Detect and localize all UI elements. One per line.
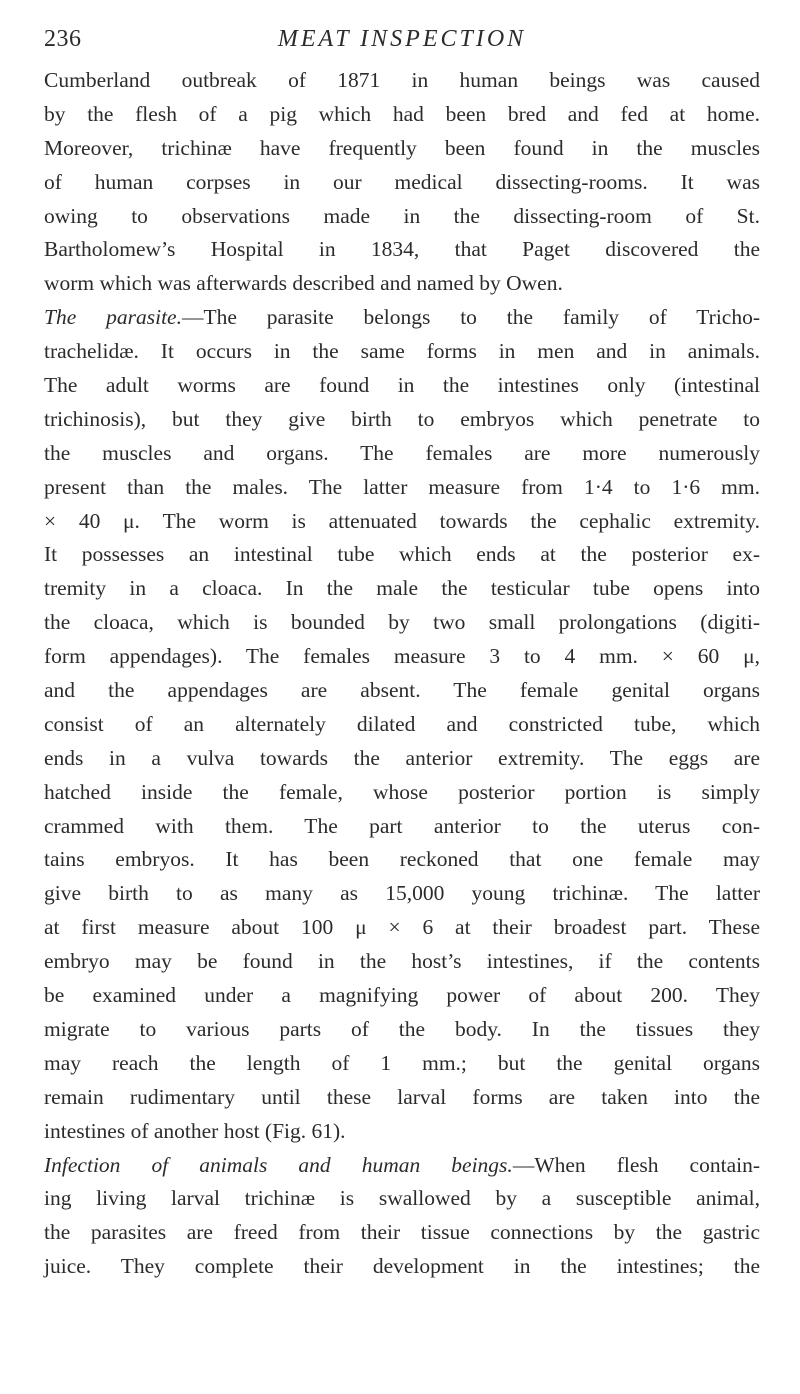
- text-line: [44, 742, 760, 776]
- text-line: [44, 945, 760, 979]
- section-heading: The parasite.: [44, 305, 182, 330]
- text-line: [44, 843, 760, 877]
- text-line: [44, 606, 760, 640]
- text-line: [44, 132, 760, 166]
- text-line: [44, 572, 760, 606]
- line-text: It possesses an intestinal tube which ends at the posterior ex-: [44, 542, 760, 567]
- line-text: Cumberland outbreak of 1871 in human beings was caused: [44, 68, 760, 92]
- page-number: 236: [44, 26, 82, 52]
- text-line: [44, 505, 760, 539]
- line-text: present than the males. The latter measure from 1·4 to 1·6 mm.: [44, 474, 760, 499]
- text-line: [44, 267, 760, 301]
- text-line: [44, 471, 760, 505]
- text-line: [44, 911, 760, 945]
- line-text: give birth to as many as 15,000 young trichinæ. The latter: [44, 881, 760, 906]
- line-text: ing living larval trichinæ is swallowed by a susceptible animal,: [44, 1186, 760, 1211]
- text-line: [44, 98, 760, 132]
- line-text: at first measure about 100 μ × 6 at their broadest part. These: [44, 915, 760, 940]
- body-text: [44, 64, 760, 1284]
- text-line: [44, 64, 760, 98]
- line-text: tremity in a cloaca. In the male the testicular tube opens into: [44, 576, 760, 601]
- line-text: trichinosis), but they give birth to embryos which penetrate to: [44, 406, 760, 431]
- line-text: × 40 μ. The worm is attenuated towards the cephalic extremity.: [44, 508, 760, 533]
- line-text: —When flesh contain-: [512, 1152, 760, 1177]
- line-text: —The parasite belongs to the family of Tricho-: [181, 305, 760, 330]
- text-line: [44, 1047, 760, 1081]
- text-line: [44, 1182, 760, 1216]
- line-text: owing to observations made in the dissecting-room of St.: [44, 203, 760, 228]
- text-line: [44, 369, 760, 403]
- text-line: [44, 1013, 760, 1047]
- line-text: hatched inside the female, whose posterior portion is simply: [44, 779, 760, 804]
- line-text: the parasites are freed from their tissue connections by the gastric: [44, 1220, 760, 1245]
- text-line: [44, 640, 760, 674]
- text-line: [44, 1250, 760, 1284]
- line-text: be examined under a magnifying power of about 200. They: [44, 983, 760, 1008]
- book-page: [44, 22, 760, 1284]
- text-line: [44, 1216, 760, 1250]
- text-line: [44, 877, 760, 911]
- text-line: [44, 200, 760, 234]
- section-heading: Infection of animals and human beings.: [44, 1152, 513, 1177]
- line-text: form appendages). The females measure 3 to 4 mm. × 60 μ,: [44, 644, 760, 669]
- line-text: consist of an alternately dilated and constricted tube, which: [44, 711, 760, 736]
- line-text: juice. They complete their development in the intestines; the: [44, 1254, 760, 1279]
- line-text: trachelidæ. It occurs in the same forms in men and in animals.: [44, 339, 760, 364]
- line-text: the muscles and organs. The females are more numerously: [44, 440, 760, 465]
- line-text: ends in a vulva towards the anterior extremity. The eggs are: [44, 745, 760, 770]
- text-line: [44, 233, 760, 267]
- text-line: [44, 708, 760, 742]
- line-text: of human corpses in our medical dissecting-rooms. It was: [44, 169, 760, 194]
- text-line: [44, 403, 760, 437]
- line-text: the cloaca, which is bounded by two small prolongations (digiti-: [44, 610, 760, 635]
- section-heading-line: [44, 1149, 760, 1183]
- line-text: embryo may be found in the host’s intestines, if the contents: [44, 949, 760, 974]
- text-line: [44, 810, 760, 844]
- line-text: and the appendages are absent. The female genital organs: [44, 678, 760, 703]
- line-text: crammed with them. The part anterior to the uterus con-: [44, 813, 760, 838]
- line-text: Bartholomew’s Hospital in 1834, that Paget discovered the: [44, 237, 760, 262]
- text-line: [44, 776, 760, 810]
- section-heading-line: [44, 301, 760, 335]
- text-line: [44, 1115, 760, 1149]
- line-text: Moreover, trichinæ have frequently been found in the muscles: [44, 135, 760, 160]
- line-text: tains embryos. It has been reckoned that one female may: [44, 847, 760, 872]
- line-text: remain rudimentary until these larval forms are taken into the: [44, 1084, 760, 1109]
- text-line: [44, 1081, 760, 1115]
- text-line: [44, 538, 760, 572]
- running-head: MEAT INSPECTION: [277, 26, 527, 52]
- text-line: [44, 166, 760, 200]
- page-header: [44, 22, 760, 60]
- line-text: may reach the length of 1 mm.; but the genital organs: [44, 1050, 760, 1075]
- line-text: by the flesh of a pig which had been bred and fed at home.: [44, 101, 760, 126]
- line-text: intestines of another host (Fig. 61).: [44, 1118, 346, 1143]
- line-text: The adult worms are found in the intestines only (intestinal: [44, 373, 760, 398]
- line-text: worm which was afterwards described and named by Owen.: [44, 271, 563, 296]
- line-text: migrate to various parts of the body. In the tissues they: [44, 1016, 760, 1041]
- text-line: [44, 437, 760, 471]
- text-line: [44, 979, 760, 1013]
- text-line: [44, 674, 760, 708]
- text-line: [44, 335, 760, 369]
